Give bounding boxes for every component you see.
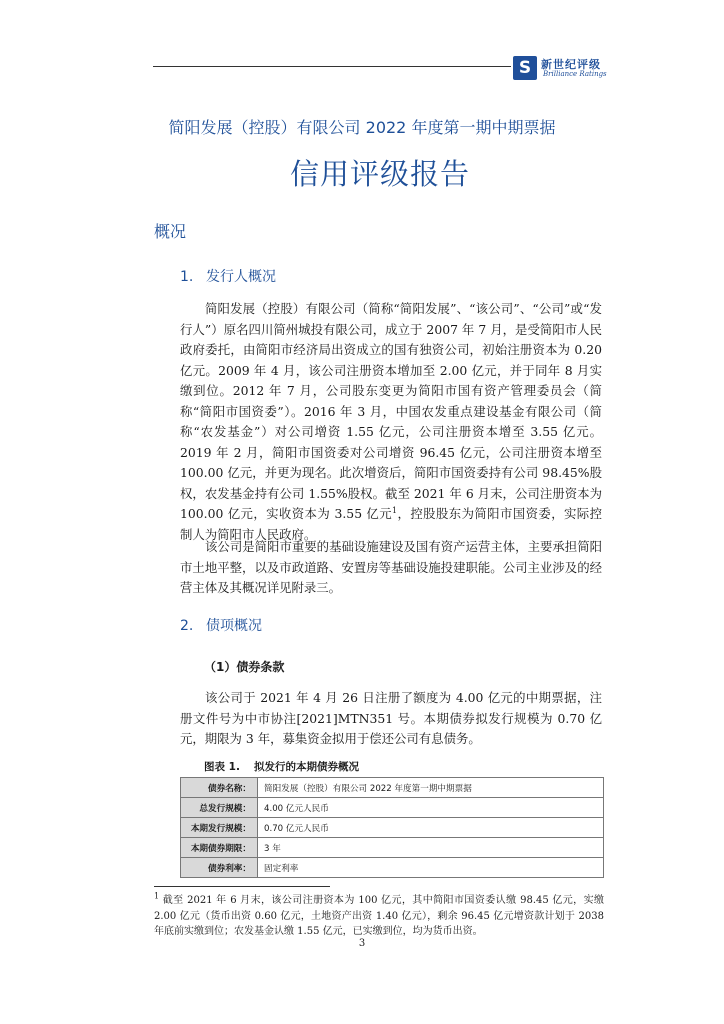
footnote-text: 截至 2021 年 6 月末，该公司注册资本为 100 亿元，其中简阳市国资委认缴 98.45 亿元，实缴 2.00 亿元（货币出资 0.60 亿元，土地资产出资 1.40 亿元），剩余 96.45 亿元增资款计划于 2038 年底前实缴到位；农发基金认缴 1.55 亿元，已实缴到位，均为货币出资。	[154, 895, 604, 937]
subsection-title: 发行人概况	[206, 269, 276, 285]
section-heading-overview: 概况	[154, 222, 187, 241]
table-row	[181, 818, 604, 838]
subsection-bond-overview	[180, 615, 262, 635]
bond-terms-heading: （1）债券条款	[204, 660, 285, 674]
table-caption-label: 图表 1.	[204, 761, 240, 773]
company-logo	[513, 56, 613, 82]
footnote-rule	[154, 886, 330, 887]
header-rule	[153, 66, 511, 67]
business-paragraph: 该公司是简阳市重要的基础设施建设及国有资产运营主体，主要承担简阳市土地平整，以及市政道路、安置房等基础设施投建职能。公司主业涉及的经营主体及其概况详见附录三。	[180, 539, 602, 595]
footnote-mark: 1	[154, 891, 160, 901]
issuer-paragraph	[180, 299, 602, 545]
logo-mark-icon: S	[513, 56, 537, 80]
row-key: 本期发行规模：	[181, 818, 258, 838]
subsection-issuer-overview	[180, 266, 276, 286]
footnote-reference: 1	[392, 505, 398, 515]
logo-english-name: Brilliance Ratings	[543, 70, 607, 78]
table-row	[181, 798, 604, 818]
subsection-number: 1.	[180, 269, 194, 285]
row-key: 本期债券期限：	[181, 838, 258, 858]
document-subtitle: 信用评级报告	[289, 157, 470, 191]
footnote	[154, 893, 604, 940]
table-caption-title: 拟发行的本期债券概况	[253, 761, 359, 773]
subsection-title: 债项概况	[206, 618, 262, 634]
table-row	[181, 778, 604, 798]
row-value: 4.00 亿元人民币	[258, 798, 604, 818]
row-value: 3 年	[258, 838, 604, 858]
row-key: 债券利率：	[181, 858, 258, 878]
issuer-paragraph-text: 简阳发展（控股）有限公司（简称“简阳发展”、“该公司”、“公司”或“发行人”）原名四川简州城投有限公司，成立于 2007 年 7 月，是受简阳市人民政府委托，由简阳市经济局出资成立的国有独资公司，初始注册资本为 0.20 亿元。2009 年 4 月，该公司注册资本增加至 2.00 亿元，并于同年 8 月实缴到位。2012 年 7 月，公司股东变更为简阳市国有资产管理委员会（简称“简阳市国资委”）。2016 年 3 月，中国农发重点建设基金有限公司（简称“农发基金”）对公司增资 1.55 亿元，公司注册资本增至 3.55 亿元。2019 年 2 月，简阳市国资委对公司增资 96.45 亿元，公司注册资本增至 100.00 亿元，并更为现名。此次增资后，简阳市国资委持有公司 98.45%股权，农发基金持有公司 1.55%股权。截至 2021 年 6 月末，公司注册资本为 100.00 亿元，实收资本为 3.55 亿元	[180, 301, 602, 521]
row-value: 固定利率	[258, 858, 604, 878]
row-key: 债券名称：	[181, 778, 258, 798]
logo-chinese-name: 新世纪评级	[541, 58, 601, 71]
row-key: 总发行规模：	[181, 798, 258, 818]
table-caption	[204, 759, 359, 774]
row-value: 0.70 亿元人民币	[258, 818, 604, 838]
table-row	[181, 838, 604, 858]
issuer-paragraph-tail: ，控股股东为简阳市国资委，实际控制人为简阳市人民政府。	[180, 506, 603, 542]
bond-overview-table	[180, 777, 604, 878]
page-number: 3	[358, 938, 366, 949]
table-row	[181, 858, 604, 878]
document-title: 简阳发展（控股）有限公司 2022 年度第一期中期票据	[168, 118, 556, 137]
bond-terms-paragraph: 该公司于 2021 年 4 月 26 日注册了额度为 4.00 亿元的中期票据，注册文件号为中市协注[2021]MTN351 号。本期债券拟发行规模为 0.70 亿元，期限为 3 年，募集资金拟用于偿还公司有息债务。	[180, 690, 602, 746]
subsection-number: 2.	[180, 618, 194, 634]
row-value: 简阳发展（控股）有限公司 2022 年度第一期中期票据	[258, 778, 604, 798]
